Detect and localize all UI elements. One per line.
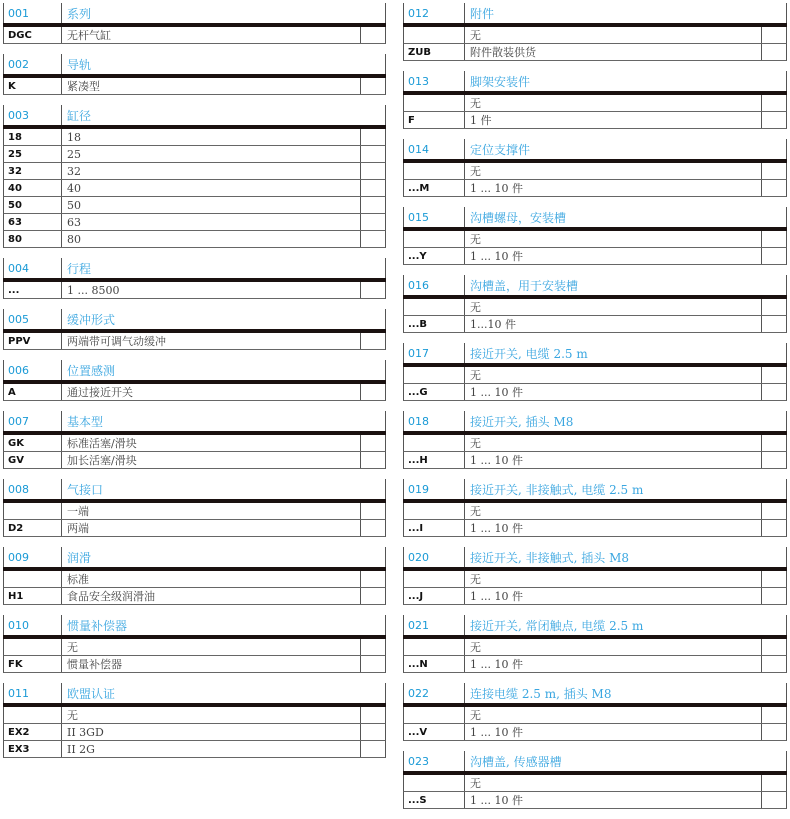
option-block-020: [403, 547, 787, 605]
block-title: 连接电缆 2.5 m, 插头 M8: [470, 686, 612, 701]
option-text: 无: [470, 97, 481, 110]
option-block-015: [403, 207, 787, 265]
option-checkbox[interactable]: [761, 588, 786, 604]
option-row[interactable]: [3, 163, 386, 180]
option-code: [404, 435, 465, 451]
option-text: 63: [67, 215, 81, 229]
block-title: 沟槽盖, 传感器槽: [470, 754, 562, 769]
option-row[interactable]: [3, 741, 386, 758]
option-checkbox[interactable]: [761, 775, 786, 791]
option-text: 1 ... 10 件: [470, 658, 523, 671]
block-header: [3, 105, 386, 125]
option-code: ...J: [404, 588, 465, 604]
option-text: 25: [67, 147, 81, 161]
option-checkbox[interactable]: [360, 520, 385, 536]
block-number: 007: [4, 411, 62, 431]
option-code: [4, 571, 62, 587]
block-header: [3, 309, 386, 329]
option-row[interactable]: [3, 146, 386, 163]
option-checkbox[interactable]: [761, 299, 786, 315]
option-code: FK: [4, 656, 62, 672]
option-code: 32: [4, 163, 62, 179]
option-checkbox[interactable]: [360, 27, 385, 43]
option-row[interactable]: [3, 333, 386, 350]
block-number: 011: [4, 683, 62, 703]
option-checkbox[interactable]: [761, 707, 786, 723]
option-code: [404, 95, 465, 111]
right-column: [403, 3, 787, 819]
option-block-016: [403, 275, 787, 333]
block-header: [403, 139, 787, 159]
option-row[interactable]: [403, 112, 787, 129]
option-row[interactable]: [403, 588, 787, 605]
option-code: D2: [4, 520, 62, 536]
block-header: [403, 343, 787, 363]
option-checkbox[interactable]: [360, 180, 385, 196]
option-text: 1 ... 10 件: [470, 794, 523, 807]
option-code: ...: [4, 282, 62, 298]
option-checkbox[interactable]: [761, 571, 786, 587]
block-header: [403, 275, 787, 295]
option-checkbox[interactable]: [761, 656, 786, 672]
option-text: 1 ... 10 件: [470, 250, 523, 263]
option-row[interactable]: [3, 27, 386, 44]
option-checkbox[interactable]: [761, 163, 786, 179]
option-code: ...V: [404, 724, 465, 740]
block-title: 气接口: [67, 482, 104, 497]
option-text: 32: [67, 164, 81, 178]
block-title: 接近开关, 非接触式, 电缆 2.5 m: [470, 482, 644, 497]
option-row[interactable]: [403, 520, 787, 537]
option-code: [4, 707, 62, 723]
block-title: 沟槽盖，用于安装槽: [470, 278, 579, 293]
option-code: GK: [4, 435, 62, 451]
option-code: ...H: [404, 452, 465, 468]
option-row[interactable]: [403, 248, 787, 265]
block-title: 接近开关, 非接触式, 插头 M8: [470, 550, 629, 565]
block-header: [403, 751, 787, 771]
block-number: 001: [4, 3, 62, 23]
block-title: 接近开关, 常闭触点, 电缆 2.5 m: [470, 618, 644, 633]
option-checkbox[interactable]: [360, 435, 385, 451]
option-text: 无: [470, 437, 481, 450]
option-checkbox[interactable]: [360, 588, 385, 604]
option-checkbox[interactable]: [360, 214, 385, 230]
option-row[interactable]: [3, 435, 386, 452]
block-header: [3, 3, 386, 23]
option-block-012: [403, 3, 787, 61]
block-title: 基本型: [67, 414, 104, 429]
option-checkbox[interactable]: [360, 78, 385, 94]
block-number: 023: [404, 751, 465, 771]
block-number: 012: [404, 3, 465, 23]
option-code: DGC: [4, 27, 62, 43]
option-row[interactable]: [3, 571, 386, 588]
option-checkbox[interactable]: [360, 231, 385, 247]
block-number: 003: [4, 105, 62, 125]
block-number: 004: [4, 258, 62, 278]
block-number: 022: [404, 683, 465, 703]
option-text: 紧凑型: [67, 80, 100, 93]
option-block-022: [403, 683, 787, 741]
option-checkbox[interactable]: [360, 333, 385, 349]
option-text: 无: [470, 165, 481, 178]
option-text: 无杆气缸: [67, 29, 111, 42]
option-code: 18: [4, 129, 62, 145]
option-code: ...M: [404, 180, 465, 196]
option-text: 标准活塞/滑块: [67, 437, 137, 450]
option-block-008: [3, 479, 386, 537]
option-checkbox[interactable]: [761, 231, 786, 247]
option-row[interactable]: [403, 180, 787, 197]
option-row[interactable]: [403, 316, 787, 333]
block-header: [3, 683, 386, 703]
option-text: 18: [67, 130, 81, 144]
block-number: 013: [404, 71, 465, 91]
option-text: 无: [470, 709, 481, 722]
option-checkbox[interactable]: [360, 163, 385, 179]
option-block-009: [3, 547, 386, 605]
option-code: EX2: [4, 724, 62, 740]
option-text: 1 ... 10 件: [470, 522, 523, 535]
option-code: 50: [4, 197, 62, 213]
block-header: [403, 615, 787, 635]
option-row[interactable]: [403, 163, 787, 180]
option-row[interactable]: [403, 367, 787, 384]
block-header: [3, 547, 386, 567]
option-code: H1: [4, 588, 62, 604]
option-checkbox[interactable]: [360, 384, 385, 400]
option-text: 80: [67, 232, 81, 246]
option-text: 50: [67, 198, 81, 212]
option-checkbox[interactable]: [360, 129, 385, 145]
block-header: [3, 54, 386, 74]
option-text: 无: [470, 233, 481, 246]
option-block-011: [3, 683, 386, 758]
option-block-021: [403, 615, 787, 673]
option-row[interactable]: [403, 656, 787, 673]
option-checkbox[interactable]: [761, 503, 786, 519]
option-code: ...I: [404, 520, 465, 536]
option-text: 附件散装供货: [470, 46, 536, 59]
option-checkbox[interactable]: [761, 452, 786, 468]
option-block-001: [3, 3, 386, 44]
option-row[interactable]: [3, 282, 386, 299]
option-text: 无: [470, 29, 481, 42]
option-text: 惯量补偿器: [67, 658, 122, 671]
option-checkbox[interactable]: [761, 792, 786, 808]
option-checkbox[interactable]: [360, 282, 385, 298]
option-checkbox[interactable]: [360, 452, 385, 468]
option-code: [404, 367, 465, 383]
option-code: GV: [4, 452, 62, 468]
option-code: [404, 639, 465, 655]
option-code: 63: [4, 214, 62, 230]
option-block-010: [3, 615, 386, 673]
option-checkbox[interactable]: [360, 724, 385, 740]
option-checkbox[interactable]: [761, 112, 786, 128]
option-row[interactable]: [403, 452, 787, 469]
option-text: II 3GD: [67, 725, 104, 739]
block-header: [403, 683, 787, 703]
option-block-014: [403, 139, 787, 197]
option-block-018: [403, 411, 787, 469]
option-code: 25: [4, 146, 62, 162]
option-text: 无: [67, 641, 78, 654]
option-text: 食品安全级润滑油: [67, 590, 155, 603]
option-text: 无: [470, 301, 481, 314]
option-text: 1 ... 10 件: [470, 454, 523, 467]
left-column: [3, 3, 386, 768]
option-row[interactable]: [403, 231, 787, 248]
block-number: 017: [404, 343, 465, 363]
block-title: 润滑: [67, 550, 92, 565]
block-number: 010: [4, 615, 62, 635]
option-code: [404, 707, 465, 723]
option-block-006: [3, 360, 386, 401]
option-checkbox[interactable]: [360, 656, 385, 672]
option-text: 无: [67, 709, 78, 722]
option-text: 1 ... 10 件: [470, 726, 523, 739]
block-title: 缓冲形式: [67, 312, 116, 327]
option-code: ...G: [404, 384, 465, 400]
option-block-003: [3, 105, 386, 248]
option-checkbox[interactable]: [360, 741, 385, 757]
option-row[interactable]: [3, 231, 386, 248]
option-row[interactable]: [3, 180, 386, 197]
option-text: 无: [470, 573, 481, 586]
option-text: 1 ... 10 件: [470, 182, 523, 195]
block-header: [3, 411, 386, 431]
option-code: [4, 503, 62, 519]
option-text: 无: [470, 777, 481, 790]
option-row[interactable]: [3, 503, 386, 520]
option-text: 1 件: [470, 114, 492, 127]
option-row[interactable]: [403, 435, 787, 452]
option-row[interactable]: [3, 707, 386, 724]
option-code: F: [404, 112, 465, 128]
block-title: 欧盟认证: [67, 686, 116, 701]
block-number: 015: [404, 207, 465, 227]
block-title: 附件: [470, 6, 495, 21]
option-block-023: [403, 751, 787, 809]
block-header: [403, 547, 787, 567]
block-number: 008: [4, 479, 62, 499]
option-text: 通过接近开关: [67, 386, 133, 399]
option-block-007: [3, 411, 386, 469]
block-header: [3, 360, 386, 380]
option-checkbox[interactable]: [761, 520, 786, 536]
option-row[interactable]: [403, 775, 787, 792]
option-text: 加长活塞/滑块: [67, 454, 137, 467]
block-header: [3, 479, 386, 499]
option-row[interactable]: [403, 724, 787, 741]
block-number: 009: [4, 547, 62, 567]
block-number: 019: [404, 479, 465, 499]
option-row[interactable]: [3, 656, 386, 673]
option-row[interactable]: [3, 214, 386, 231]
option-row[interactable]: [403, 503, 787, 520]
block-number: 005: [4, 309, 62, 329]
option-code: [404, 571, 465, 587]
option-checkbox[interactable]: [360, 146, 385, 162]
option-code: 40: [4, 180, 62, 196]
option-checkbox[interactable]: [360, 639, 385, 655]
option-text: 标准: [67, 573, 89, 586]
option-checkbox[interactable]: [761, 27, 786, 43]
block-header: [403, 411, 787, 431]
option-checkbox[interactable]: [761, 95, 786, 111]
option-code: PPV: [4, 333, 62, 349]
option-checkbox[interactable]: [761, 180, 786, 196]
option-code: EX3: [4, 741, 62, 757]
option-row[interactable]: [3, 452, 386, 469]
option-block-004: [3, 258, 386, 299]
option-text: II 2G: [67, 742, 95, 756]
option-row[interactable]: [403, 95, 787, 112]
block-header: [3, 615, 386, 635]
option-row[interactable]: [3, 639, 386, 656]
option-code: [404, 503, 465, 519]
option-row[interactable]: [403, 384, 787, 401]
block-title: 定位支撑件: [470, 142, 531, 157]
option-row[interactable]: [403, 299, 787, 316]
block-title: 位置感测: [67, 363, 116, 378]
option-code: [404, 775, 465, 791]
option-row[interactable]: [403, 639, 787, 656]
option-row[interactable]: [403, 792, 787, 809]
option-checkbox[interactable]: [360, 197, 385, 213]
block-header: [403, 3, 787, 23]
option-checkbox[interactable]: [761, 435, 786, 451]
block-title: 脚架安装件: [470, 74, 531, 89]
option-code: ...B: [404, 316, 465, 332]
option-block-002: [3, 54, 386, 95]
block-title: 接近开关, 插头 M8: [470, 414, 574, 429]
option-code: ...S: [404, 792, 465, 808]
option-row[interactable]: [3, 78, 386, 95]
option-code: [404, 27, 465, 43]
block-header: [403, 479, 787, 499]
option-code: [4, 639, 62, 655]
option-row[interactable]: [403, 707, 787, 724]
option-code: [404, 231, 465, 247]
option-code: [404, 163, 465, 179]
option-text: 1 ... 10 件: [470, 386, 523, 399]
option-checkbox[interactable]: [360, 571, 385, 587]
option-text: 1 ... 8500: [67, 283, 120, 297]
block-title: 导轨: [67, 57, 92, 72]
block-title: 缸径: [67, 108, 92, 123]
block-title: 接近开关, 电缆 2.5 m: [470, 346, 588, 361]
block-number: 021: [404, 615, 465, 635]
option-checkbox[interactable]: [360, 503, 385, 519]
option-text: 两端: [67, 522, 89, 535]
option-row[interactable]: [3, 724, 386, 741]
block-header: [403, 71, 787, 91]
option-row[interactable]: [3, 129, 386, 146]
block-title: 系列: [67, 6, 92, 21]
option-checkbox[interactable]: [360, 707, 385, 723]
option-text: 1 ... 10 件: [470, 590, 523, 603]
option-text: 两端带可调气动缓冲: [67, 335, 166, 348]
option-row[interactable]: [3, 520, 386, 537]
option-checkbox[interactable]: [761, 639, 786, 655]
option-checkbox[interactable]: [761, 724, 786, 740]
option-code: K: [4, 78, 62, 94]
block-number: 006: [4, 360, 62, 380]
option-checkbox[interactable]: [761, 384, 786, 400]
option-block-019: [403, 479, 787, 537]
option-text: 无: [470, 505, 481, 518]
block-number: 018: [404, 411, 465, 431]
option-text: 一端: [67, 505, 89, 518]
option-code: A: [4, 384, 62, 400]
block-title: 沟槽螺母，安装槽: [470, 210, 567, 225]
block-number: 002: [4, 54, 62, 74]
option-text: 1...10 件: [470, 318, 516, 331]
option-row[interactable]: [3, 384, 386, 401]
block-number: 014: [404, 139, 465, 159]
option-checkbox[interactable]: [761, 316, 786, 332]
option-text: 无: [470, 369, 481, 382]
block-header: [403, 207, 787, 227]
block-header: [3, 258, 386, 278]
option-code: ...N: [404, 656, 465, 672]
option-row[interactable]: [3, 588, 386, 605]
option-row[interactable]: [403, 44, 787, 61]
option-checkbox[interactable]: [761, 248, 786, 264]
option-code: [404, 299, 465, 315]
block-number: 020: [404, 547, 465, 567]
option-checkbox[interactable]: [761, 44, 786, 60]
option-block-017: [403, 343, 787, 401]
option-row[interactable]: [403, 27, 787, 44]
option-text: 无: [470, 641, 481, 654]
option-block-013: [403, 71, 787, 129]
option-code: ...Y: [404, 248, 465, 264]
option-code: ZUB: [404, 44, 465, 60]
option-checkbox[interactable]: [761, 367, 786, 383]
option-row[interactable]: [3, 197, 386, 214]
block-number: 016: [404, 275, 465, 295]
option-code: 80: [4, 231, 62, 247]
block-title: 惯量补偿器: [67, 618, 128, 633]
option-block-005: [3, 309, 386, 350]
option-text: 40: [67, 181, 81, 195]
option-row[interactable]: [403, 571, 787, 588]
block-title: 行程: [67, 261, 92, 276]
